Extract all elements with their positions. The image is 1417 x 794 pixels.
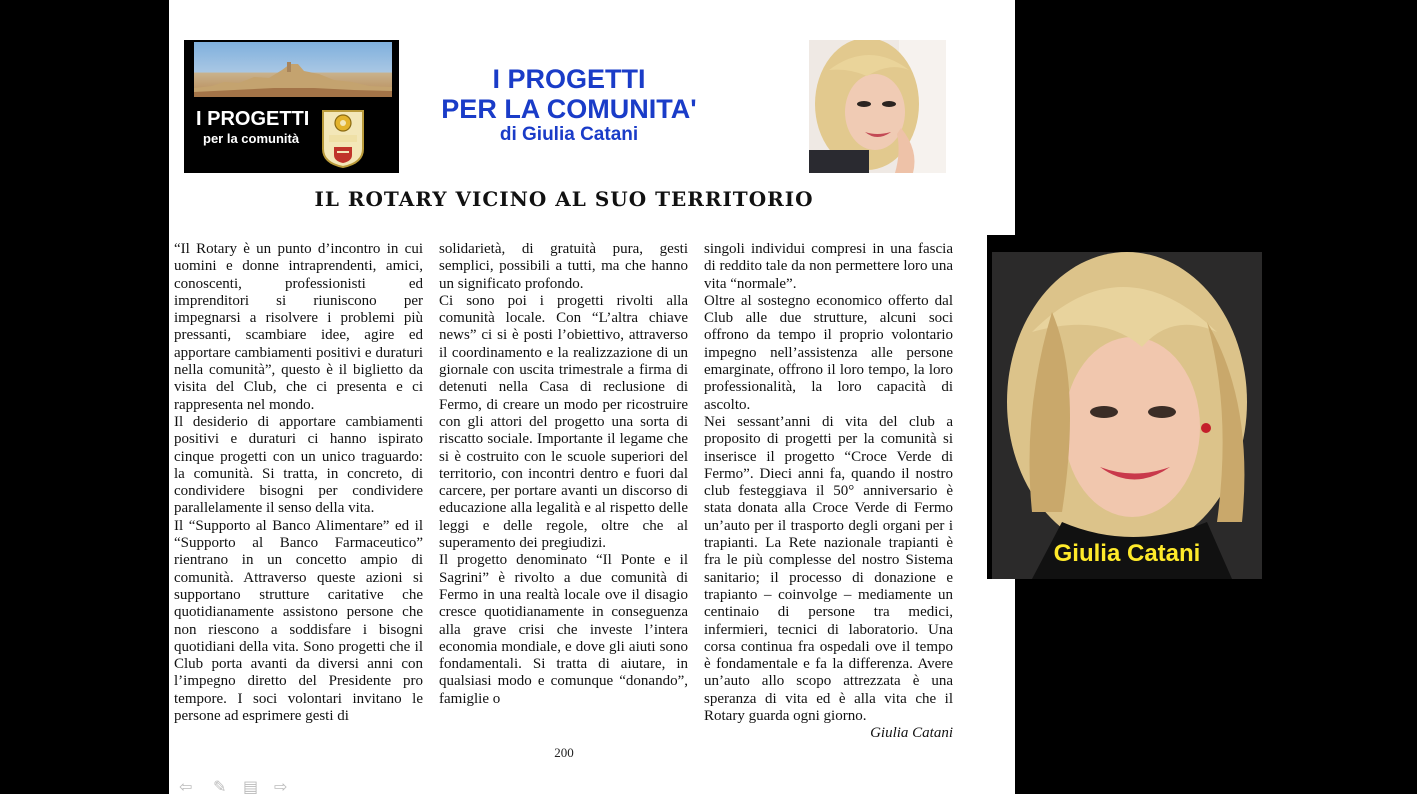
paragraph: Ci sono poi i progetti rivolti alla comunità locale. Con “L’altra chiave news” ci si è posti l’obiettivo, attraverso il coordinamento e la realizzazione di un giornale con uscita trimestrale a firma di detenuti nella Casa di reclusione di Fermo, di creare un modo per ricostruire con gli attori del progetto una sorta di riscatto sociale. Importante il legame che si è costruito con le scuole superiori del territorio, con incontri dentro e fuori dal carcere, per portare avanti un discorso di educazione alla legalità e al rispetto delle leggi e delle regole, oltre che al superamento dei pregiudizi. [439, 292, 688, 552]
article-column-3 [704, 241, 953, 743]
next-page-icon[interactable]: ⇨ [274, 779, 288, 794]
paragraph: Il desiderio di apportare cambiamenti positivi e duraturi ci hanno ispirato cinque progetti con un unico traguardo: la comunità. Si tratta, in concreto, di condividere bisogni per condividere parallelamente il senso della vita. [174, 413, 423, 517]
rotary-shield-icon [321, 109, 365, 169]
paragraph: solidarietà, di gratuità pura, gesti semplici, possibili a tutti, ma che hanno un significato profondo. [439, 241, 688, 292]
paragraph: Il progetto denominato “Il Ponte e il Sagrini” è rivolto a due comunità di Fermo in una realtà locale ove il disagio cresce quotidianamente in conseguenza alla grave crisi che investe l’intera economia mondiale, e dove gli aiuti sono fondamentali. Si tratta di aiutare, in qualsiasi modo e comunque “donando”, famiglie o [439, 552, 688, 707]
author-portrait-small [809, 40, 946, 173]
logo-subtitle: per la comunità [203, 131, 300, 146]
document-icon[interactable]: ▤ [243, 779, 259, 794]
paragraph: Il “Supporto al Banco Alimentare” ed il “Supporto al Banco Farmaceutico” rientrano in un concetto ampio di comunità. Attraverso queste azioni si supportano strutture caritative che quotidianamente assistono persone che non riescono a soddisfare i bisogni quotidiani della vita. Sono progetti che il Club porta avanti da diversi anni con l’impegno diretto del Presidente pro tempore. I soci volontari invitano le persone ad esprimere gesti di [174, 517, 423, 725]
logo-title: I PROGETTI [196, 108, 310, 130]
magazine-page [169, 0, 1015, 794]
portrait-caption: Giulia Catani [1053, 540, 1201, 567]
header-title-line-2: PER LA COMUNITA' [441, 94, 697, 124]
paragraph: Nei sessant’anni di vita del club a proposito di progetti per la comunità si inserisce il progetto “Croce Verde di Fermo”. Dieci anni fa, quando il nostro club festeggiava il 50° anniversario è stata donata alla Croce Verde di Fermo un’auto per il trasporto degli organi per i trapianti. La Rete nazionale trapianti è fra le più complesse del nostro Sistema sanitario; il processo di donazione e trapianto – coinvolge – mediamente un centinaio di persone tra medici, infermieri, tecnici di laboratorio. Una corsa continua fra ospedali ove il tempo è fondamentale e fa la differenza. Avere un’auto allo scopo attrezzata è una speranza di vita ed è alla vita che il Rotary guarda ogni giorno. [704, 413, 953, 725]
author-portrait-large [992, 252, 1262, 579]
paragraph: Oltre al sostegno economico offerto dal Club alle due strutture, alcuni soci offrono da tempo il proprio volontario impegno nell’assistenza alle persone emarginate, offrono il loro tempo, la loro professionalità, la loro capacità di ascolto. [704, 292, 953, 413]
article-column-1 [174, 241, 423, 725]
header-title-line-1: I PROGETTI [492, 64, 646, 94]
paragraph: “Il Rotary è un punto d’incontro in cui uomini e donne intraprendenti, amici, conoscenti, professionisti ed imprenditori si riuniscono per impegnarsi a risolvere i problemi più pressanti, scambiare idee, agire ed apportare cambiamenti positivi e duraturi nella comunità”, questo è il biglietto da visita del Club, che ci presenta e ci rappresenta nel mondo. [174, 241, 423, 413]
page-number: 200 [554, 745, 574, 760]
town-skyline [194, 62, 392, 97]
header-author-line: di Giulia Catani [499, 124, 639, 145]
paragraph: singoli individui compresi in una fascia di reddito tale da non permettere loro una vita “normale”. [704, 241, 953, 292]
prev-page-icon[interactable]: ⇦ [179, 779, 193, 794]
project-logo [184, 40, 399, 173]
pencil-icon[interactable]: ✎ [213, 779, 227, 794]
author-signature: Giulia Catani [870, 725, 953, 742]
article-column-2 [439, 241, 688, 708]
article-headline: IL ROTARY VICINO AL SUO TERRITORIO [314, 187, 814, 211]
